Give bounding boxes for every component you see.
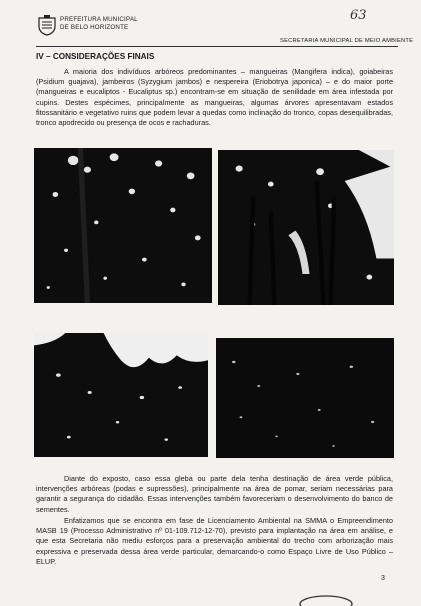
institution-name — [60, 16, 138, 31]
photo-dark-understory — [216, 338, 394, 458]
paragraph-conclusion: Diante do exposto, caso essa gleba ou parte dela tenha destinação de área verde pública, intervenções arbóreas (podas e supressões), principalmente na área de pomar, seriam necessárias para garantir a segurança do cidadão. Essas intervenções também favoreceriam o desenvolvimento do banco de sementes. — [36, 474, 393, 514]
city-coat-of-arms-icon — [36, 14, 58, 36]
institution-name-line1: PREFEITURA MUNICIPAL — [60, 16, 138, 23]
photo-tree-trunks — [218, 150, 394, 305]
institution-name-line2: DE BELO HORIZONTE — [60, 23, 129, 31]
handwritten-page-number: 63 — [350, 8, 367, 23]
section-title: IV – CONSIDERAÇÕES FINAIS — [36, 52, 155, 61]
paragraph-licensing: Enfatizamos que se encontra em fase de Licenciamento Ambiental na SMMA o Empreendimento MASB 19 (Processo Administrativo nº 01-109.712-12-70), previsto para implantação na área em análise, e que esta Secretaria não mediu esforços para a preservação ambiental do trecho com arborização mais expressiva e preservada dessa área verde particular, demarcando-o como Espaço Livre de Uso Público – ELUP. — [36, 516, 393, 566]
department-name: SECRETARIA MUNICIPAL DE MEIO AMBIENTE — [280, 38, 414, 44]
page-number: 3 — [381, 575, 385, 582]
photo-dense-canopy — [34, 148, 212, 303]
paragraph-intro: A maioria dos indivíduos arbóreos predominantes – mangueiras (Mangifera indica), goiabeiras (Psidium guajava), jambeiros (Syzygium jambos) e nespereira (Eriobotrya japonica) – e do maior porte (mangueiras e eucaliptos - Eucaliptus sp.) encontram-se em situação de senilidade em área infestada por cupins. Destes espécimes, principalmente as mangueiras, algumas árvores apresentavam estados fitossanitário e vegetativo ruins que podem levar a quedas como inclinação do tronco, copas desequilibradas, tronco apodrecido ou presença de ocos e rachaduras. — [36, 67, 393, 128]
header-divider — [36, 46, 398, 47]
stamp-mark — [296, 590, 356, 606]
photo-canopy-edge — [34, 333, 208, 457]
